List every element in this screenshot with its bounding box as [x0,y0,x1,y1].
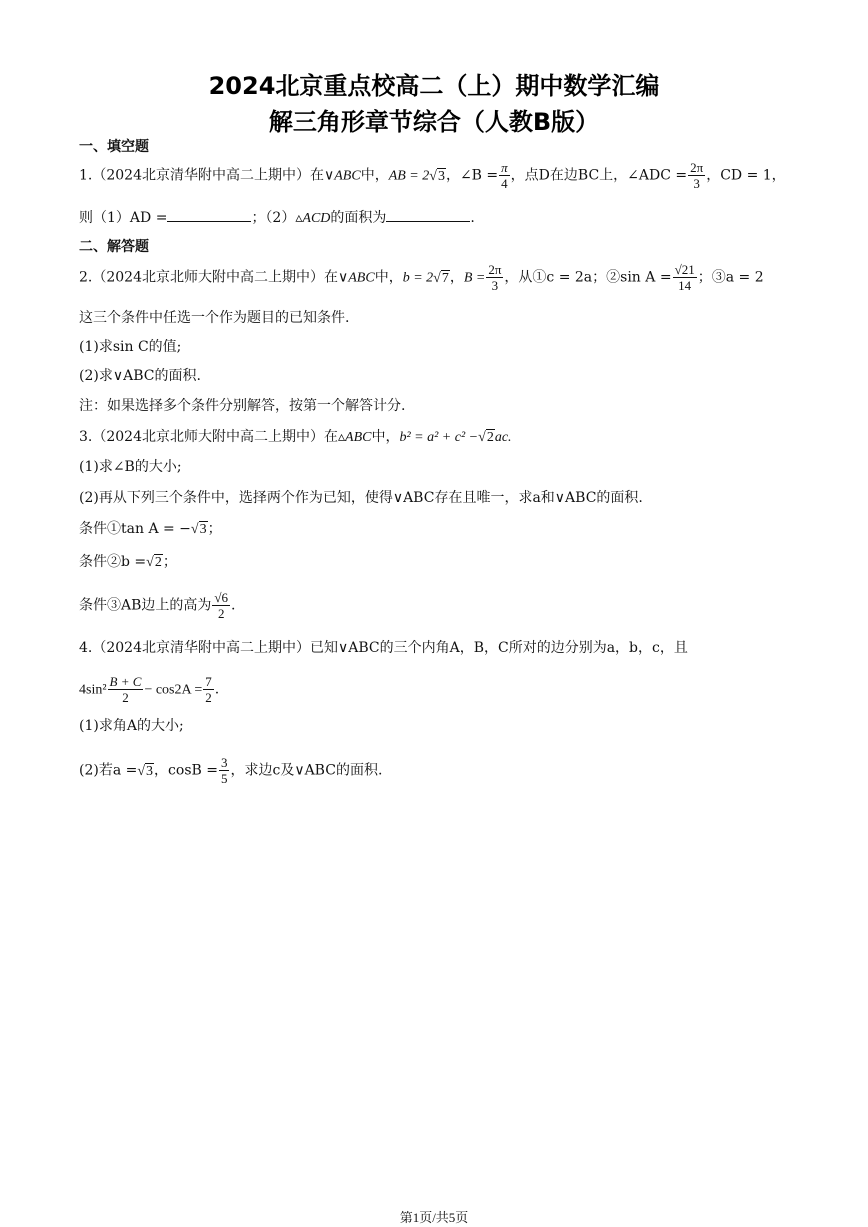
q2-note: 注：如果选择多个条件分别解答，按第一个解答计分. [79,398,406,414]
q3-line1: 3.（2024北京北师大附中高二上期中）在▵ABC中，b² = a² + c² −√2ac. [79,429,512,445]
q2-line1: 2.（2024北京北师大附中高二上期中）在∨ABC中，b = 2√7，B = $\frac{2\pi}{3}$ ，从①c = 2a；②sin A = $\frac{√21}{14}$ ；③a = 2 [79,262,764,293]
q4-line4: (2)若a =√3，cosB = $\frac{3}{5}$ ，求边c及∨ABC的面积. [79,755,383,786]
q4-line3: (1)求角A的大小; [79,718,184,734]
q4-line1: 4.（2024北京清华附中高二上期中）已知∨ABC的三个内角A，B，C所对的边分别为a，b，c，且 [79,640,688,656]
fraction: $\frac{√21}{14}$ [674,262,695,293]
fraction: $\frac{√6}{2}$ [214,590,229,621]
q1-line1: 1.（2024北京清华附中高二上期中）在∨ABC中，AB = 2√3，∠B = $\frac{\pi}{4}$ ，点D在边BC上，∠ADC = $\frac{2\pi}{3}$ ，CD = 1， [79,160,786,191]
fraction: $\frac{\pi}{4}$ [501,160,508,191]
page-footer: 第1页/共5页 [399,1210,469,1225]
q1-line2: 则（1）AD = ；（2）▵ACD的面积为 . [79,207,475,229]
q2-line4: (2)求∨ABC的面积. [79,368,201,384]
q2-line2: 这三个条件中任选一个作为题目的已知条件. [79,310,350,326]
q4-equation: 4sin² $\frac{B + C}{2}$ − cos2A = $\frac{7}{2}$ . [79,674,220,705]
doc-title-line1: 2024北京重点校高二（上）期中数学汇编 [208,72,660,100]
q3-line3: (2)再从下列三个条件中，选择两个作为已知，使得∨ABC存在且唯一，求a和∨ABC的面积. [79,490,643,506]
fraction: $\frac{2\pi}{3}$ [690,160,704,191]
section-answer: 二、解答题 [79,239,149,255]
q3-cond3: 条件③AB边上的高为 $\frac{√6}{2}$ . [79,590,236,621]
q2-line3: (1)求sin C的值; [79,339,182,355]
q3-cond1: 条件①tan A = −√3； [79,521,222,537]
q3-line2: (1)求∠B的大小; [79,459,182,475]
doc-title-line2: 解三角形章节综合（人教B版） [268,108,600,136]
fraction: $\frac{B + C}{2}$ [109,674,142,705]
section-fill-in: 一、填空题 [79,139,149,155]
fraction: $\frac{3}{5}$ [220,755,228,786]
answer-blank [167,207,251,222]
q3-cond2: 条件②b =√2； [79,554,177,570]
answer-blank [386,207,470,222]
fraction: $\frac{7}{2}$ [205,674,212,705]
fraction: $\frac{2\pi}{3}$ [488,262,502,293]
